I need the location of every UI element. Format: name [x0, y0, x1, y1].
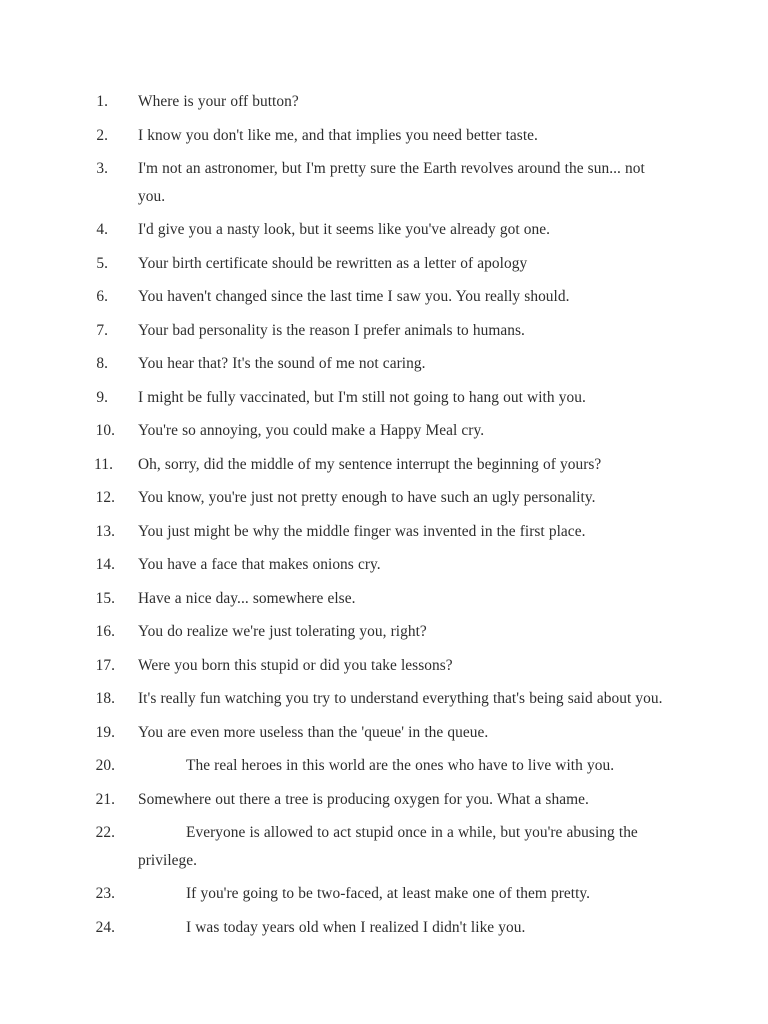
list-item-number: 6. — [96, 288, 108, 305]
list-item-number: 23. — [95, 885, 115, 902]
list-item-number: 5. — [96, 254, 108, 272]
list-item-text: You have a face that makes onions cry. — [138, 556, 381, 573]
list-item — [95, 551, 668, 579]
list-item — [95, 752, 668, 780]
list-item-number: 21. — [95, 790, 115, 808]
list-item-text: I'd give you a nasty look, but it seems like you've already got one. — [138, 221, 551, 238]
list-item — [95, 652, 668, 680]
list-item-text: Have a nice day... somewhere else. — [138, 589, 356, 607]
list-item-text: I was today years old when I realized I didn't like you. — [186, 918, 526, 936]
list-item — [95, 585, 668, 613]
list-item-number: 1. — [96, 93, 108, 110]
list-item-number: 17. — [95, 656, 115, 674]
list-item-number: 22. — [95, 824, 115, 841]
list-item-number: 12. — [95, 489, 115, 506]
list-item-text: You know, you're just not pretty enough to have such an ugly personality. — [138, 489, 596, 506]
list-item-text: I know you don't like me, and that implies you need better taste. — [138, 126, 538, 144]
list-item — [95, 719, 668, 747]
list-item-text: I'm not an astronomer, but I'm pretty sure the Earth revolves around the sun... not you. — [138, 160, 645, 205]
list-item-text: Where is your off button? — [138, 93, 299, 110]
list-item — [96, 317, 668, 345]
list-item — [95, 484, 668, 512]
list-item — [96, 350, 668, 378]
numbered-list — [94, 88, 668, 941]
list-item-number: 13. — [95, 522, 115, 540]
list-item-text: You do realize we're just tolerating you, right? — [138, 623, 427, 640]
list-item-number: 14. — [95, 556, 115, 573]
list-item — [96, 216, 668, 244]
list-item — [96, 250, 668, 278]
list-item-text: You just might be why the middle finger was invented in the first place. — [138, 522, 586, 540]
list-item-text: You hear that? It's the sound of me not caring. — [138, 355, 426, 372]
list-item-number: 18. — [95, 690, 115, 707]
list-item — [94, 451, 668, 479]
list-item — [95, 880, 668, 908]
list-item-text: Your bad personality is the reason I prefer animals to humans. — [138, 321, 525, 339]
list-item-text: You haven't changed since the last time I saw you. You really should. — [138, 288, 570, 305]
list-item-number: 2. — [96, 126, 108, 144]
list-item — [96, 155, 668, 210]
list-item-number: 10. — [95, 422, 115, 439]
list-item — [96, 122, 668, 150]
list-item-number: 11. — [94, 455, 113, 473]
list-item-number: 3. — [96, 160, 108, 177]
list-item-number: 19. — [95, 723, 115, 741]
list-item-number: 8. — [96, 355, 108, 372]
list-item-number: 24. — [95, 918, 115, 936]
list-item-text: I might be fully vaccinated, but I'm still not going to hang out with you. — [138, 388, 586, 406]
list-item — [96, 384, 668, 412]
list-item — [95, 685, 668, 713]
list-item-text: Everyone is allowed to act stupid once in a while, but you're abusing the privilege. — [138, 824, 638, 869]
list-item-text: You're so annoying, you could make a Happy Meal cry. — [138, 422, 485, 439]
list-item-number: 20. — [95, 757, 115, 774]
list-item — [95, 819, 668, 874]
list-item-number: 9. — [96, 388, 108, 406]
list-item — [95, 518, 668, 546]
list-item-text: It's really fun watching you try to understand everything that's being said about you. — [138, 690, 663, 707]
list-item — [96, 88, 668, 116]
list-item — [95, 786, 668, 814]
list-item-text: Oh, sorry, did the middle of my sentence interrupt the beginning of yours? — [138, 455, 602, 473]
list-item-text: Your birth certificate should be rewritten as a letter of apology — [138, 254, 528, 272]
list-item-text: If you're going to be two-faced, at least make one of them pretty. — [186, 885, 591, 902]
list-item-text: You are even more useless than the 'queue' in the queue. — [138, 723, 489, 741]
list-item-text: Were you born this stupid or did you take lessons? — [138, 656, 453, 674]
list-item — [96, 283, 668, 311]
list-item-number: 7. — [96, 321, 108, 339]
list-item — [95, 618, 668, 646]
list-item-number: 15. — [95, 589, 115, 607]
list-item — [95, 914, 668, 942]
list-item-number: 4. — [96, 221, 108, 238]
list-item-text: The real heroes in this world are the ones who have to live with you. — [186, 757, 615, 774]
list-item-number: 16. — [95, 623, 115, 640]
list-item-text: Somewhere out there a tree is producing oxygen for you. What a shame. — [138, 790, 589, 808]
list-item — [95, 417, 668, 445]
